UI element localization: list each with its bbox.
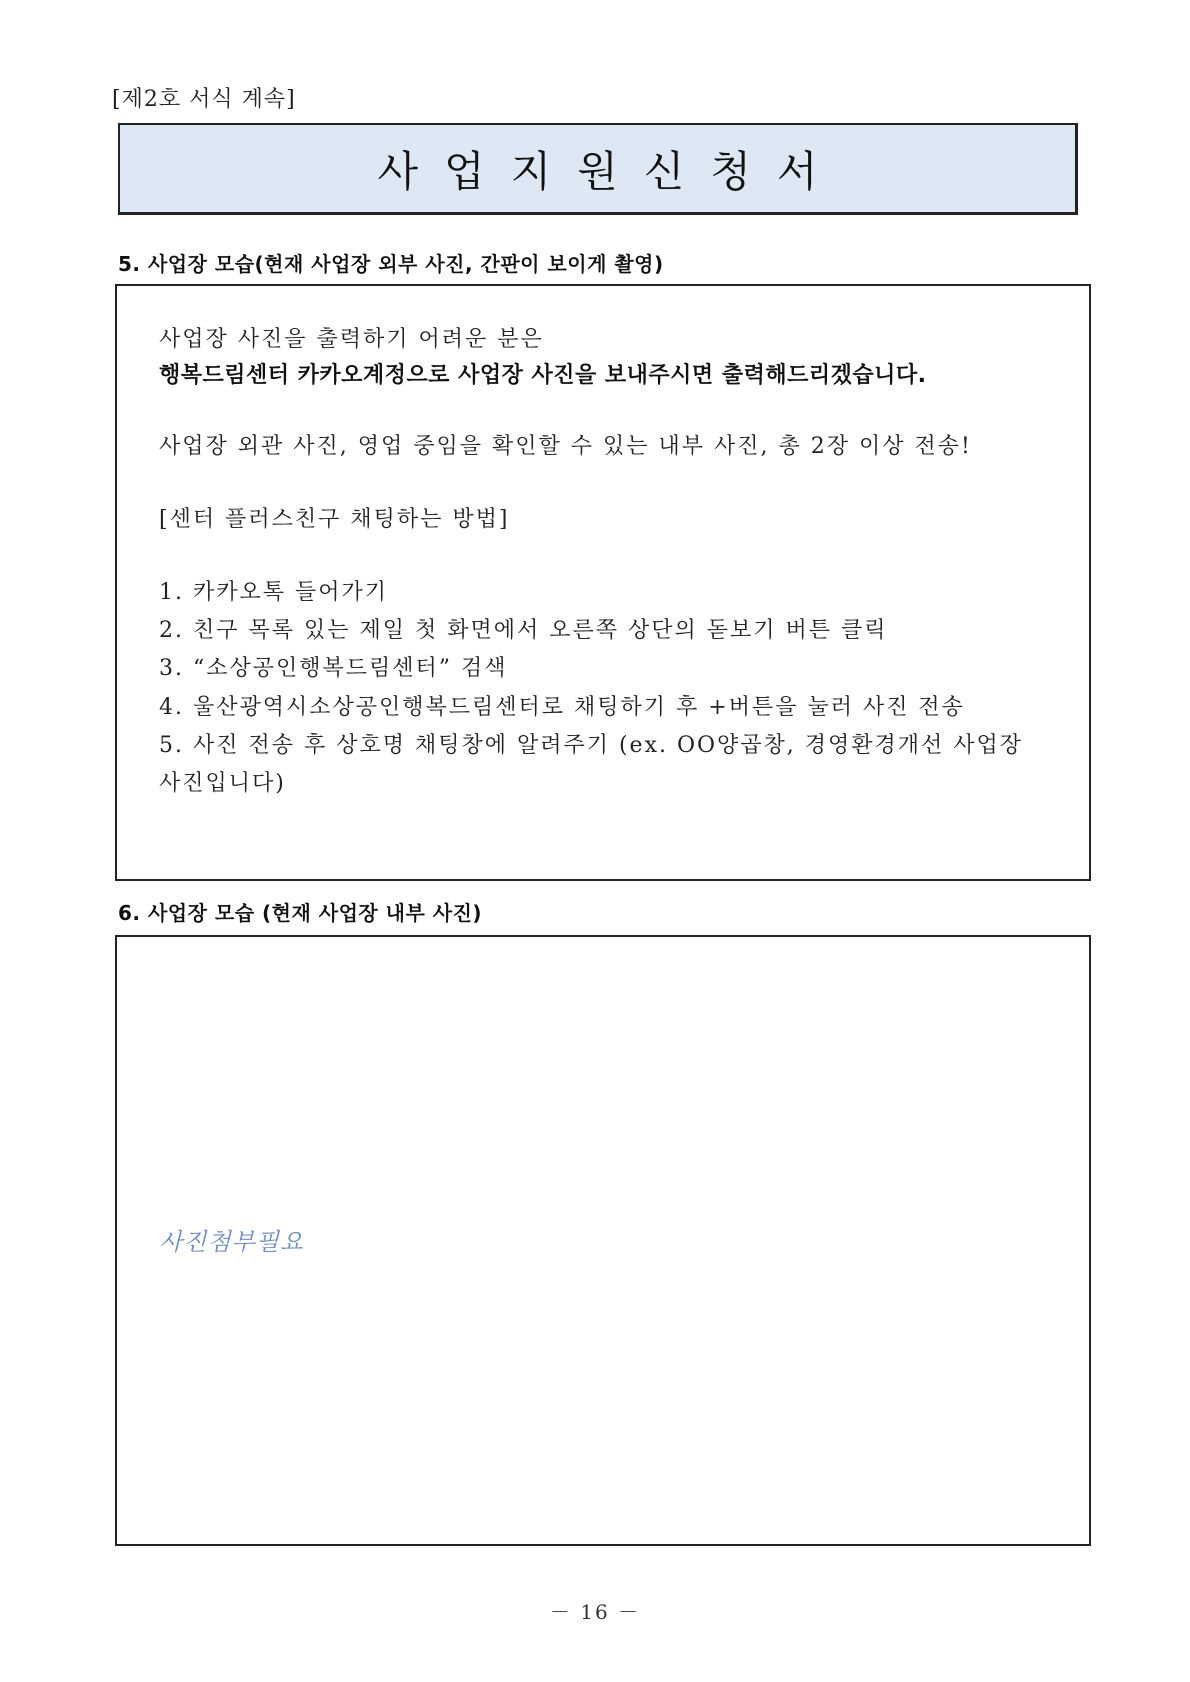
instruction-line: 사업장 사진을 출력하기 어려운 분은 [159,327,544,352]
page-title: 사업지원신청서 [377,146,844,196]
instruction-line: 사업장 외관 사진, 영업 중임을 확인할 수 있는 내부 사진, 총 2장 이상 전송! [159,434,972,459]
step-1: 1. 카카오톡 들어가기 [159,580,388,605]
photo-placeholder-text: 사진첨부필요 [159,1228,305,1256]
section5-heading: 5. 사업장 모습(현재 사업장 외부 사진, 간판이 보이게 촬영) [118,252,664,276]
photo-attachment-box[interactable] [115,935,1091,1546]
step-2: 2. 친구 목록 있는 제일 첫 화면에서 오른쪽 상단의 돋보기 버튼 클릭 [159,618,888,643]
step-5-continued: 사진입니다) [159,771,286,796]
title-box [118,123,1078,215]
step-5: 5. 사진 전송 후 상호명 채팅창에 알려주기 (ex. OO양곱창, 경영환경개선 사업장 [159,733,1024,758]
step-4: 4. 울산광역시소상공인행복드림센터로 채팅하기 후 +버튼을 눌러 사진 전송 [159,695,965,720]
instruction-line-bold: 행복드림센터 카카오계정으로 사업장 사진을 보내주시면 출력해드리겠습니다. [159,363,927,388]
section6-heading: 6. 사업장 모습 (현재 사업장 내부 사진) [118,901,483,925]
section5-box [115,284,1091,881]
instruction-subheading: [센터 플러스친구 채팅하는 방법] [159,507,510,532]
step-3: 3. “소상공인행복드림센터” 검색 [159,656,508,681]
page-number: － 16 － [549,1600,641,1624]
form-reference: [제2호 서식 계속] [112,87,296,112]
